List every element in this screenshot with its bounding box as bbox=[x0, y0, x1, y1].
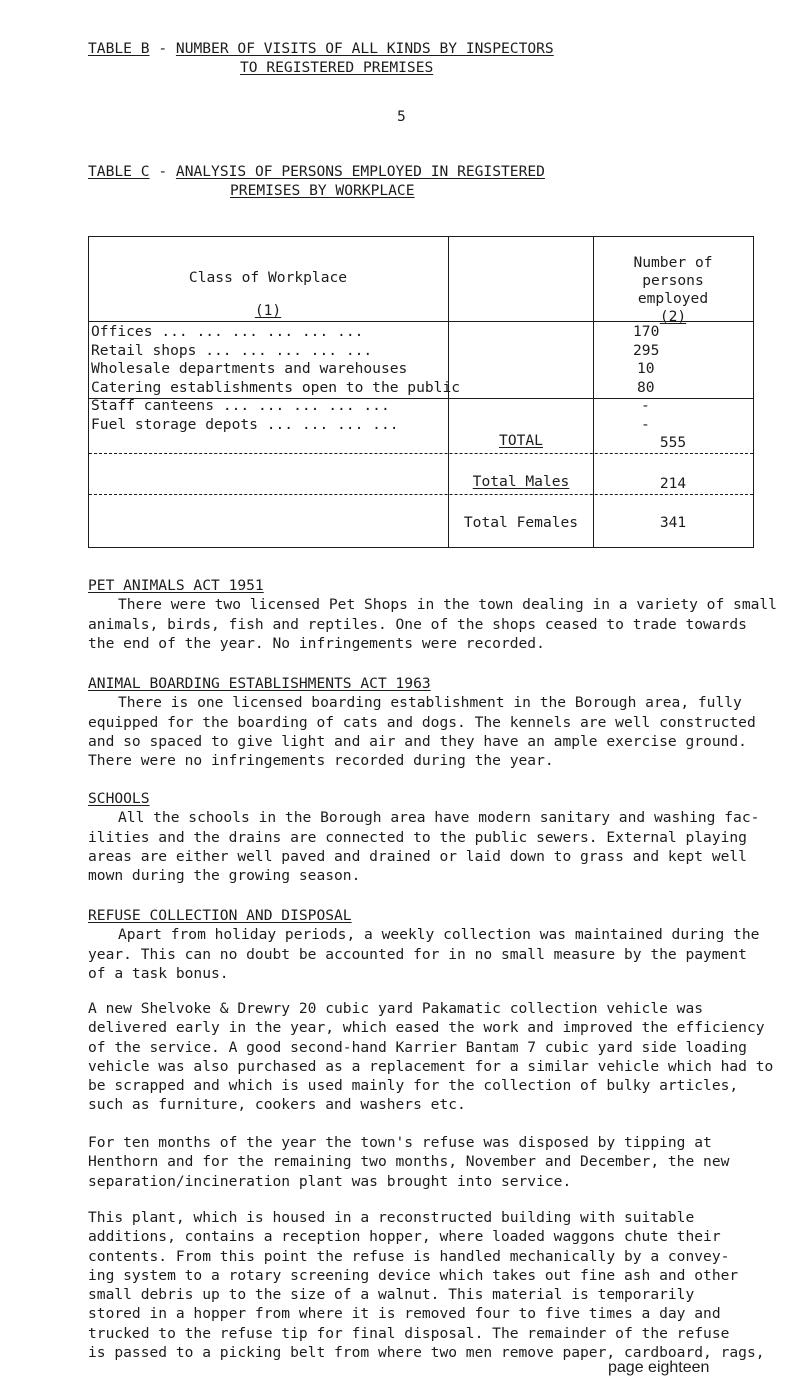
table-c-males-rule bbox=[89, 494, 753, 495]
section-heading: REFUSE COLLECTION AND DISPOSAL bbox=[88, 907, 352, 924]
table-c-values bbox=[633, 323, 659, 435]
paragraph-vehicles: A new Shelvoke & Drewry 20 cubic yard Pakamatic collection vehicle was delivered early in the year, which eased the work and improved the efficiency of the service. A good second-hand Karrier Bantam 7 cubic yard side loading vehicle was also purchased as a replacement for a similar vehicle which had to be scrapped and which is used mainly for the collection of bulky articles, such as furniture, cookers and washers etc. bbox=[88, 1000, 774, 1114]
table-row: Wholesale departments and warehouses bbox=[91, 360, 408, 378]
col2-header: Number of persons employed (2) bbox=[633, 254, 713, 325]
table-c-col-divider-2 bbox=[593, 237, 594, 547]
total-females-value: 341 bbox=[659, 514, 687, 531]
table-b-value: 5 bbox=[397, 108, 406, 125]
section-refuse: REFUSE COLLECTION AND DISPOSAL Apart from holiday periods, a weekly collection was maintained during the year. This can no doubt be accounted for in no small measure by the payment of a task bonus. bbox=[88, 906, 788, 983]
table-b-title-line2: TO REGISTERED PREMISES bbox=[240, 59, 434, 76]
total-males-label: Total Males bbox=[472, 473, 570, 490]
table-row: Fuel storage depots ... ... ... ... bbox=[91, 415, 399, 433]
table-c-title-line2: PREMISES BY WORKPLACE bbox=[230, 182, 415, 199]
total-males-value: 214 bbox=[659, 475, 687, 492]
paragraph-plant: This plant, which is housed in a reconstructed building with suitable additions, contains a reception hopper, where loaded waggons chute their contents. From this point the refuse is handled mechanically by a convey- ing system to a rotary screening device which takes out fine ash and other small debris up to the size of a walnut. This material is temporarily stored in a hopper from where it is removed four to five times a day and trucked to the refuse tip for final disposal. The remainder of the refuse is passed to a picking belt from where two men remove paper, cardboard, rags, bbox=[88, 1209, 765, 1362]
col1-number: (1) bbox=[254, 302, 282, 319]
page-number: page eighteen bbox=[608, 1359, 710, 1376]
total-value: 555 bbox=[659, 434, 687, 451]
table-cell-value: - bbox=[641, 397, 650, 415]
table-row: Retail shops ... ... ... ... ... bbox=[91, 341, 373, 359]
table-cell-value: 10 bbox=[637, 360, 655, 378]
table-b-title: TABLE B - NUMBER OF VISITS OF ALL KINDS BY INSPECTORS bbox=[88, 40, 554, 57]
table-cell-value: 170 bbox=[633, 323, 660, 340]
table-row: Staff canteens ... ... ... ... ... bbox=[91, 397, 390, 415]
table-cell-value: - bbox=[641, 415, 650, 433]
table-cell-value: 80 bbox=[637, 378, 655, 396]
section-pet-animals: PET ANIMALS ACT 1951 There were two licensed Pet Shops in the town dealing in a variety of small animals, birds, fish and reptiles. One of the shops ceased to trade towards the end of the year. No infringements were recorded. bbox=[88, 576, 788, 653]
section-animal-boarding: ANIMAL BOARDING ESTABLISHMENTS ACT 1963 There is one licensed boarding establishment in the Borough area, fully equipped for the boarding of cats and dogs. The kennels are well constructed and so spaced to give light and air and they have an ample exercise ground. There were no infringements recorded during the year. bbox=[88, 674, 788, 770]
section-heading: ANIMAL BOARDING ESTABLISHMENTS ACT 1963 bbox=[88, 675, 431, 692]
table-row: Catering establishments open to the public bbox=[91, 378, 461, 396]
table-c-title: TABLE C - ANALYSIS OF PERSONS EMPLOYED IN REGISTERED bbox=[88, 163, 545, 180]
table-c-rows bbox=[91, 323, 460, 435]
col1-header: Class of Workplace bbox=[188, 269, 348, 286]
total-label: TOTAL bbox=[499, 432, 543, 449]
table-cell-value: 295 bbox=[633, 341, 660, 359]
section-heading: SCHOOLS bbox=[88, 790, 150, 807]
section-heading: PET ANIMALS ACT 1951 bbox=[88, 577, 264, 594]
table-c-total-rule bbox=[89, 453, 753, 454]
section-schools: SCHOOLS All the schools in the Borough area have modern sanitary and washing fac- ilities and the drains are connected to the public sewers. External playing areas are either well paved and drained or laid down to grass and kept well mown during the growing season. bbox=[88, 789, 788, 885]
total-females-label: Total Females bbox=[463, 514, 579, 531]
table-row: Offices ... ... ... ... ... ... bbox=[91, 323, 364, 340]
paragraph-disposal: For ten months of the year the town's refuse was disposed by tipping at Henthorn and for the remaining two months, November and December, the new separation/incineration plant was brought into service. bbox=[88, 1134, 730, 1190]
